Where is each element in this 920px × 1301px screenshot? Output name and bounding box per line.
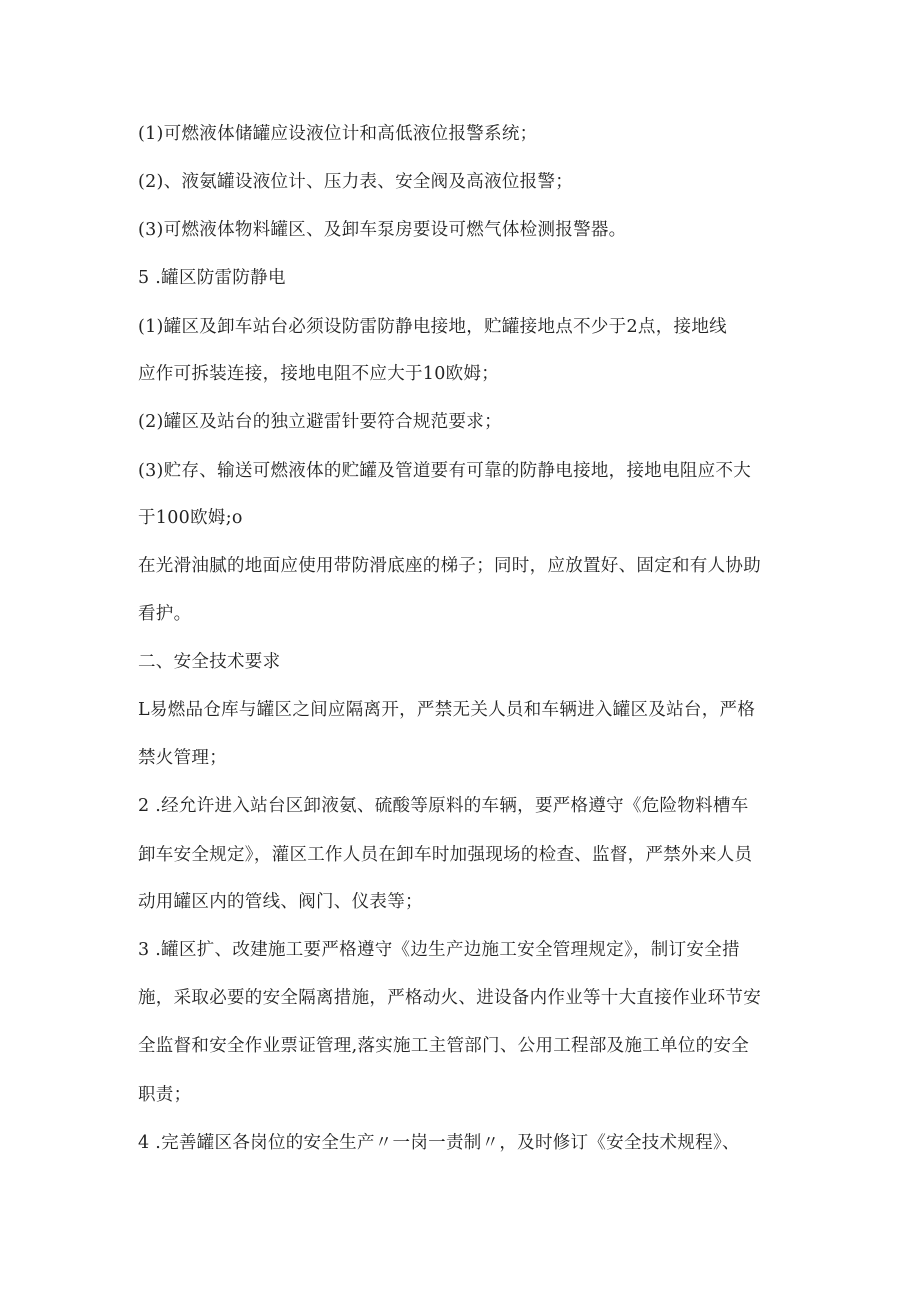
text-line: 职责； [138, 1085, 192, 1105]
text-line: 禁火管理； [138, 748, 227, 768]
section-heading: 5 .罐区防雷防静电 [138, 268, 286, 288]
text-line: (1)罐区及卸车站台必须设防雷防静电接地，贮罐接地点不少于2点，接地线 [138, 317, 727, 337]
text-line: (2)、液氨罐设液位计、压力表、安全阀及高液位报警； [138, 172, 574, 192]
text-line: 全监督和安全作业票证管理,落实施工主管部门、公用工程部及施工单位的安全 [138, 1036, 750, 1056]
text-line: 施，采取必要的安全隔离措施，严格动火、进设备内作业等十大直接作业环节安 [138, 988, 761, 1008]
text-line: L易燃品仓库与罐区之间应隔离开，严禁无关人员和车辆进入罐区及站台，严格 [138, 700, 756, 720]
text-line: 2 .经允许进入站台区卸液氨、硫酸等原料的车辆，要严格遵守《危险物料槽车 [138, 796, 749, 816]
text-line: 卸车安全规定》，灌区工作人员在卸车时加强现场的检查、监督，严禁外来人员 [138, 845, 753, 865]
text-line: 4 .完善罐区各岗位的安全生产〃一岗一责制〃，及时修订《安全技术规程》、 [138, 1133, 740, 1153]
text-line: (2)罐区及站台的独立避雷针要符合规范要求； [138, 412, 502, 432]
text-line: (3)贮存、输送可燃液体的贮罐及管道要有可靠的防静电接地，接地电阻应不大 [138, 461, 752, 481]
text-line: 3 .罐区扩、改建施工要严格遵守《边生产边施工安全管理规定》，制订安全措 [138, 940, 740, 960]
text-line: 在光滑油腻的地面应使用带防滑底座的梯子；同时，应放置好、固定和有人协助 [138, 556, 761, 576]
text-line: 看护。 [138, 604, 192, 624]
text-line: 应作可拆装连接，接地电阻不应大于10欧姆； [138, 364, 500, 384]
text-line: 于100欧姆;o [138, 508, 243, 528]
text-line: (3)可燃液体物料罐区、及卸车泵房要设可燃气体检测报警器。 [138, 220, 627, 240]
section-heading: 二、安全技术要求 [138, 652, 281, 672]
text-line: 动用罐区内的管线、阀门、仪表等； [138, 892, 423, 912]
text-line: (1)可燃液体储罐应设液位计和高低液位报警系统； [138, 124, 538, 144]
